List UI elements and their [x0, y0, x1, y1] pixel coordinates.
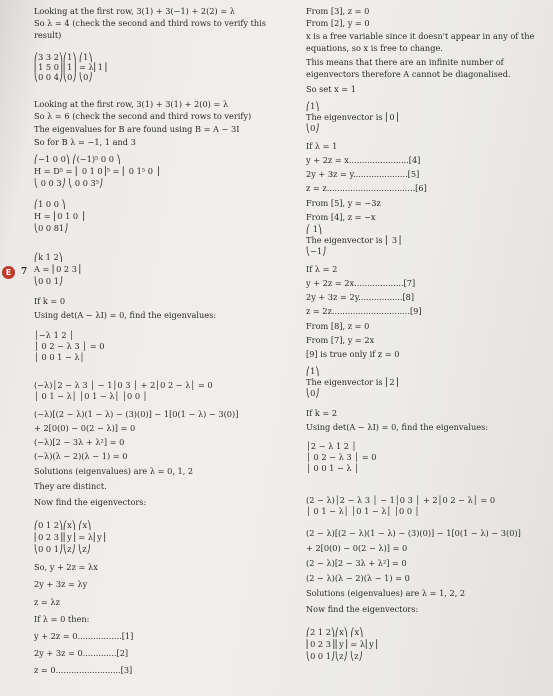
text-line: If k = 0: [34, 296, 66, 306]
text-line: Solutions (eigenvalues) are λ = 0, 1, 2: [34, 466, 194, 476]
right-column: [300, 0, 553, 696]
text-line: So set x = 1: [306, 84, 356, 94]
text-line: x is a free variable since it doesn't appear in any of the: [306, 31, 535, 41]
text-line: z = z..................................[6]: [306, 183, 427, 193]
text-line: ⎜0 2 3⎟⎜y⎟ = λ⎜y⎟: [34, 532, 106, 542]
text-line: 2y + 3z = 0.............[2]: [34, 648, 129, 658]
text-line: (−λ)│2 − λ 3 │ − 1│0 3 │ + 2│0 2 − λ│ = 0: [34, 380, 213, 390]
text-line: │2 − λ 1 2 │: [306, 441, 357, 451]
text-line: │ 0 1 − λ│ │0 1 − λ│ │0 0 │: [306, 506, 420, 516]
text-line: │ 0 0 1 − λ│: [34, 352, 85, 362]
text-line: │ 0 1 − λ│ │0 1 − λ│ │0 0 │: [34, 391, 148, 401]
question-number: 7: [21, 267, 28, 277]
text-line: ⎜0 2 3⎟⎜y⎟ = λ⎜y⎟: [306, 639, 378, 649]
text-line: From [8], z = 0: [306, 321, 370, 331]
text-line: ⎛ 1⎞: [306, 224, 322, 234]
text-line: So for B λ = −1, 1 and 3: [34, 137, 136, 147]
text-line: ⎛k 1 2⎞: [34, 252, 63, 262]
text-line: 2y + 3z = 2y.................[8]: [306, 292, 415, 302]
text-line: Using det(A − λI) = 0, find the eigenvalues:: [34, 310, 217, 320]
text-line: (−λ)[(2 − λ)(1 − λ) − (3)(0)] − 1[0(1 − λ) − 3(0)]: [34, 409, 239, 419]
text-line: So, y + 2z = λx: [34, 562, 98, 572]
text-line: A = ⎜0 2 3⎟: [34, 264, 81, 274]
text-line: This means that there are an infinite number of: [306, 57, 504, 67]
text-line: (2 − λ)[2 − 3λ + λ²] = 0: [306, 558, 407, 568]
text-line: ⎛1⎞: [306, 101, 320, 111]
text-line: From [2], y = 0: [306, 18, 370, 28]
text-line: + 2[0(0) − 0(2 − λ)] = 0: [306, 543, 408, 553]
text-line: ⎜1 5 0⎟⎜1⎟ = λ⎜1⎟: [34, 62, 108, 72]
text-line: From [7], y = 2x: [306, 335, 375, 345]
text-line: The eigenvector is ⎜0⎟: [306, 112, 399, 122]
text-line: Looking at the first row, 3(1) + 3(1) + 2(0) = λ: [34, 99, 229, 109]
text-line: y + 2z = 2x...................[7]: [306, 278, 416, 288]
text-line: ⎝0 0 1⎠⎝z⎠ ⎝z⎠: [34, 544, 91, 554]
text-line: z = λz: [34, 597, 60, 607]
text-line: y + 2z = x.......................[4]: [306, 155, 421, 165]
text-line: ⎛−1 0 0⎞ ⎛(−1)⁵ 0 0 ⎞: [34, 154, 121, 164]
text-line: ⎝0 0 4⎠⎝0⎠ ⎝0⎠: [34, 72, 93, 82]
text-line: The eigenvector is ⎜ 3⎟: [306, 235, 402, 245]
text-line: ⎛2 1 2⎞⎛x⎞ ⎛x⎞: [306, 627, 364, 637]
text-line: 2y + 3z = λy: [34, 579, 88, 589]
text-line: H = D⁵ = ⎜ 0 1 0⎟⁵ = ⎜ 0 1⁵ 0 ⎟: [34, 166, 160, 176]
text-line: Using det(A − λI) = 0, find the eigenvalues:: [306, 422, 489, 432]
text-line: (2 − λ)[(2 − λ)(1 − λ) − (3)(0)] − 1[0(1 − λ) − 3(0)]: [306, 528, 521, 538]
text-line: (2 − λ)(λ − 2)(λ − 1) = 0: [306, 573, 410, 583]
text-line: ⎝0 0 81⎠: [34, 223, 69, 233]
text-line: If k = 2: [306, 408, 338, 418]
text-line: From [4], z = −x: [306, 212, 376, 222]
text-line: ⎛1 0 0 ⎞: [34, 199, 66, 209]
text-line: + 2[0(0) − 0(2 − λ)] = 0: [34, 423, 136, 433]
text-line: y + 2z = 0.................[1]: [34, 631, 134, 641]
text-line: z = 2z..............................[9]: [306, 306, 422, 316]
text-line: The eigenvalues for B are found using B = A − 3I: [34, 124, 240, 134]
text-line: From [5], y = −3z: [306, 198, 381, 208]
text-line: So λ = 6 (check the second and third rows to verify): [34, 111, 252, 121]
text-line: If λ = 2: [306, 264, 338, 274]
text-line: │ 0 2 − λ 3 │ = 0: [34, 341, 105, 351]
text-line: ⎝0 0 1⎠⎝z⎠ ⎝z⎠: [306, 651, 363, 661]
text-line: Now find the eigenvectors:: [306, 604, 419, 614]
text-line: The eigenvector is ⎜2⎟: [306, 377, 399, 387]
text-line: result): [34, 30, 62, 40]
text-line: ⎝−1⎠: [306, 246, 327, 256]
text-line: (−λ)[2 − 3λ + λ²] = 0: [34, 437, 125, 447]
text-line: (2 − λ)│2 − λ 3 │ − 1│0 3 │ + 2│0 2 − λ│ = 0: [306, 495, 496, 505]
text-line: [9] is true only if z = 0: [306, 349, 400, 359]
question-level-marker-icon: E: [2, 266, 15, 279]
text-line: ⎝0 0 1⎠: [34, 276, 64, 286]
text-line: 2y + 3z = y.....................[5]: [306, 169, 420, 179]
text-line: ⎛1⎞: [306, 366, 320, 376]
text-line: They are distinct.: [34, 481, 107, 491]
text-line: │ 0 2 − λ 3 │ = 0: [306, 452, 377, 462]
text-line: So λ = 4 (check the second and third rows to verify this: [34, 18, 267, 28]
text-line: │ 0 0 1 − λ │: [306, 463, 360, 473]
text-line: z = 0.........................[3]: [34, 665, 133, 675]
text-line: Now find the eigenvectors:: [34, 497, 147, 507]
text-line: (−λ)(λ − 2)(λ − 1) = 0: [34, 451, 128, 461]
text-line: ⎛0 1 2⎞⎛x⎞ ⎛x⎞: [34, 520, 92, 530]
text-line: │−λ 1 2 │: [34, 330, 75, 340]
text-line: Solutions (eigenvalues) are λ = 1, 2, 2: [306, 588, 466, 598]
text-line: eigenvectors therefore A cannot be diagonalised.: [306, 69, 511, 79]
text-line: ⎝0⎠: [306, 388, 320, 398]
text-line: equations, so x is free to change.: [306, 43, 443, 53]
text-line: From [3], z = 0: [306, 6, 370, 16]
text-line: If λ = 1: [306, 141, 338, 151]
text-line: ⎛3 3 2⎞⎛1⎞ ⎛1⎞: [34, 52, 93, 62]
text-line: H = ⎜0 1 0 ⎟: [34, 211, 85, 221]
text-line: ⎝ 0 0 3⎠ ⎝ 0 0 3⁵⎠: [34, 178, 104, 188]
text-line: ⎝0⎠: [306, 123, 320, 133]
text-line: If λ = 0 then:: [34, 614, 90, 624]
text-line: Looking at the first row, 3(1) + 3(−1) + 2(2) = λ: [34, 6, 235, 16]
